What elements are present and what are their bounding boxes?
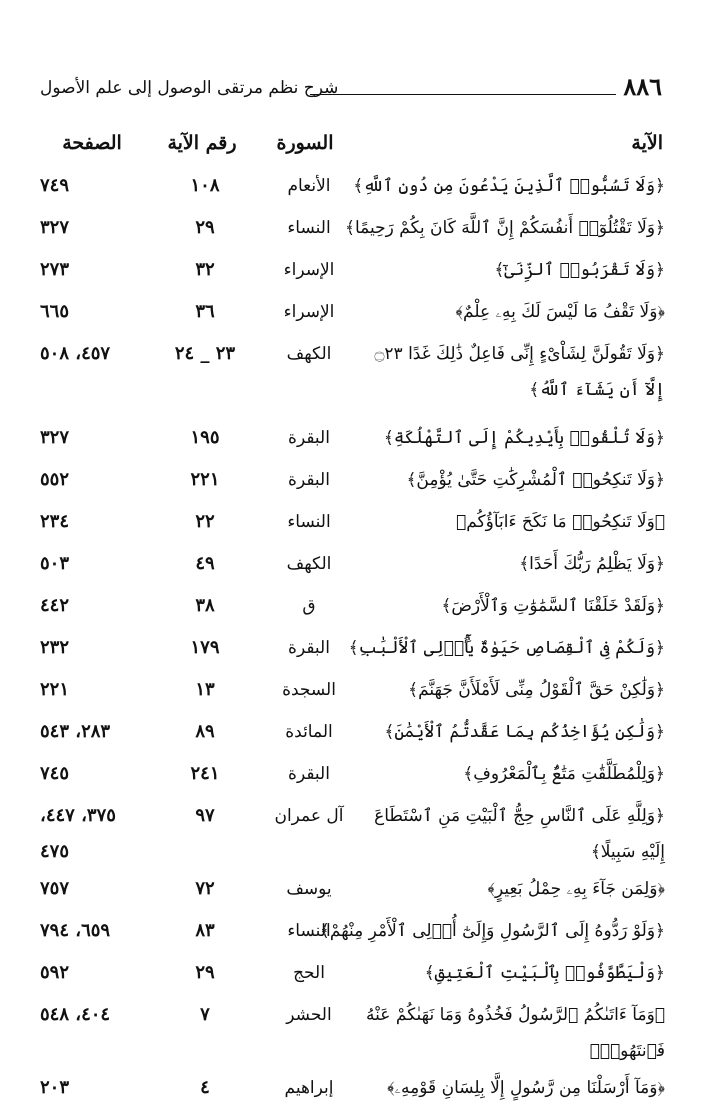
table-row <box>40 627 665 669</box>
table-row <box>40 249 665 291</box>
verse-text: ﴿وَلْيَطَّوَّفُوا۟ بِٱلْبَيْتِ ٱلْعَتِيقِ﴾ <box>424 963 665 983</box>
page-reference: ٣٢٧ <box>40 427 70 448</box>
verse-text: ﴿وَلَا تَنكِحُوا۟ ٱلْمُشْرِكَٰتِ حَتَّىٰ يُؤْمِنَّ﴾ <box>406 470 665 490</box>
verse-text: ﴿وَلَٰكِن يُؤَاخِذُكُم بِمَا عَقَّدتُّمُ ٱلْأَيْمَٰنَ﴾ <box>384 722 665 742</box>
table-row <box>40 459 665 501</box>
surah-column-header: السورة <box>276 132 334 154</box>
table-row <box>40 417 665 459</box>
surah-name: البقرة <box>288 638 330 658</box>
table-row <box>40 795 665 868</box>
table-row <box>40 543 665 585</box>
table-row <box>40 1067 665 1109</box>
verse-text: ﴿وَلَٰكِنْ حَقَّ ٱلْقَوْلُ مِنِّى لَأَمْلَأَنَّ جَهَنَّمَ﴾ <box>408 680 665 700</box>
page-reference: ٣٧٥، ٤٤٧، ٤٧٥ <box>40 805 116 862</box>
surah-name: آل عمران <box>274 806 344 826</box>
page-reference: ٤٥٧، ٥٠٨ <box>40 343 111 364</box>
surah-name: الإسراء <box>283 260 335 280</box>
header-rule <box>310 94 616 95</box>
page-reference: ٦٥٩، ٧٩٤ <box>40 920 111 941</box>
aya-number: ٣٨ <box>195 595 215 616</box>
aya-number: ٣٦ <box>195 301 215 322</box>
table-row <box>40 868 665 910</box>
surah-name: المائدة <box>285 722 333 742</box>
page-header <box>40 72 662 106</box>
verse-text: ﴿وَلَا يَظْلِمُ رَبُّكَ أَحَدًا﴾ <box>519 554 665 574</box>
verse-text: ﴿وَلَوْ رَدُّوهُ إِلَى ٱلرَّسُولِ وَإِلَىٰٓ أُو۟لِى ٱلْأَمْرِ مِنْهُمْ﴾ <box>319 921 665 941</box>
surah-name: الإسراء <box>283 302 335 322</box>
verse-text: ﴿وَلَا تَقْرَبُوا۟ ٱلزِّنَىٰٓ﴾ <box>494 260 665 280</box>
surah-name: الكهف <box>286 554 332 574</box>
aya-number: ٢٩ <box>195 962 215 983</box>
surah-name: يوسف <box>286 879 332 899</box>
table-row <box>40 165 665 207</box>
page-reference: ٧٤٩ <box>40 175 70 196</box>
verse-column-header: الآية <box>631 132 663 154</box>
aya-number: ٢٣ _ ٢٤ <box>174 343 236 364</box>
surah-name: النساء <box>287 921 331 941</box>
aya-number: ١٧٩ <box>190 637 220 658</box>
table-row <box>40 994 665 1067</box>
table-row <box>40 207 665 249</box>
page-reference: ٢٧٣ <box>40 259 70 280</box>
aya-number: ٨٩ <box>195 721 215 742</box>
verse-text: ﴿وَلِمَن جَآءَ بِهِۦ حِمْلُ بَعِيرٍ﴾ <box>487 879 665 899</box>
aya-number: ٧ <box>200 1004 210 1025</box>
aya-number: ٣٢ <box>195 259 215 280</box>
page-column-header: الصفحة <box>62 132 122 154</box>
running-title: شرح نظم مرتقى الوصول إلى علم الأصول <box>40 78 339 98</box>
table-row <box>40 711 665 753</box>
aya-number: ٨٣ <box>195 920 215 941</box>
aya-number: ١٣ <box>195 679 215 700</box>
table-row <box>40 753 665 795</box>
verse-text: ﴿وَلَا تَقْفُ مَا لَيْسَ لَكَ بِهِۦ عِلْمٌ﴾ <box>455 302 665 322</box>
page-reference: ٧٤٥ <box>40 763 70 784</box>
verse-text: ﴿وَلَا تَسُبُّوا۟ ٱلَّذِينَ يَدْعُونَ مِن دُونِ ٱللَّهِ﴾ <box>353 176 665 196</box>
aya-number: ٢٢١ <box>190 469 220 490</box>
verse-index-table <box>40 165 665 1109</box>
page-reference: ٢٨٣، ٥٤٣ <box>40 721 111 742</box>
page-reference: ٣٢٧ <box>40 217 70 238</box>
surah-name: الأنعام <box>287 176 331 196</box>
page-reference: ٢٣٢ <box>40 637 70 658</box>
aya-number: ٢٢ <box>195 511 215 532</box>
verse-text: ﴿وَلَا تَقُولَنَّ لِشَاْىْءٍ إِنِّى فَاعِلٌ ذَٰلِكَ غَدًا ۝٢٣ إِلَّآ أَن يَشَآءَ ٱللَّهُ﴾ <box>374 344 665 400</box>
page-reference: ٤٠٤، ٥٤٨ <box>40 1004 111 1025</box>
verse-text: ﴿وَلَكُمْ فِى ٱلْقِصَاصِ حَيَوٰةٌ يَٰٓأُو۟لِى ٱلْأَلْبَٰبِ﴾ <box>348 638 665 658</box>
aya-number: ١٩٥ <box>190 427 220 448</box>
page-number: ٨٨٦ <box>623 72 662 101</box>
verse-text: ﴿وَمَآ ءَاتَىٰكُمُ ٱلرَّسُولُ فَخُذُوهُ وَمَا نَهَىٰكُمْ عَنْهُ فَٱنتَهُوا۟﴾ <box>366 1005 665 1061</box>
column-headers <box>40 128 665 162</box>
surah-name: الحشر <box>286 1005 332 1025</box>
aya-number: ٤٩ <box>195 553 215 574</box>
page-reference: ٢٠٣ <box>40 1077 70 1098</box>
page-reference: ٦٦٥ <box>40 301 70 322</box>
surah-name: السجدة <box>282 680 336 700</box>
page-reference: ٢٣٤ <box>40 511 70 532</box>
page-reference: ٥٩٢ <box>40 962 70 983</box>
surah-name: البقرة <box>288 764 330 784</box>
aya-number: ٢٤١ <box>190 763 220 784</box>
surah-name: الحج <box>293 963 325 983</box>
verse-text: ﴿وَمَآ أَرْسَلْنَا مِن رَّسُولٍ إِلَّا بِلِسَانِ قَوْمِهِۦ﴾ <box>387 1078 665 1098</box>
aya-number: ٤ <box>200 1077 210 1098</box>
verse-text: ﴿وَلِلَّهِ عَلَى ٱلنَّاسِ حِجُّ ٱلْبَيْتِ مَنِ ٱسْتَطَاعَ إِلَيْهِ سَبِيلًا﴾ <box>374 806 665 862</box>
verse-text: ﴿وَلَقَدْ خَلَقْنَا ٱلسَّمَٰوَٰتِ وَٱلْأَرْضَ﴾ <box>441 596 665 616</box>
aya-number: ٢٩ <box>195 217 215 238</box>
table-row <box>40 291 665 333</box>
aya-number: ١٠٨ <box>190 175 220 196</box>
surah-name: الكهف <box>286 344 332 364</box>
page-reference: ٢٢١ <box>40 679 70 700</box>
table-row <box>40 910 665 952</box>
aya-number: ٩٧ <box>195 805 215 826</box>
surah-name: النساء <box>287 218 331 238</box>
page-reference: ٥٠٣ <box>40 553 70 574</box>
verse-text: ﴿وَلَا تُلْقُوا۟ بِأَيْدِيكُمْ إِلَى ٱلتَّهْلُكَةِ﴾ <box>383 428 665 448</box>
verse-text: ﴿وَلَا تَنكِحُوا۟ مَا نَكَحَ ءَابَآؤُكُم﴾ <box>456 512 665 532</box>
aya-number: ٧٢ <box>195 878 215 899</box>
table-row <box>40 501 665 543</box>
surah-name: إبراهيم <box>284 1078 334 1098</box>
surah-name: ق <box>302 596 316 616</box>
page-reference: ٥٥٢ <box>40 469 70 490</box>
page-reference: ٤٤٢ <box>40 595 70 616</box>
surah-name: النساء <box>287 512 331 532</box>
table-row <box>40 333 665 417</box>
table-row <box>40 669 665 711</box>
surah-name: البقرة <box>288 428 330 448</box>
page-reference: ٧٥٧ <box>40 878 70 899</box>
surah-name: البقرة <box>288 470 330 490</box>
verse-text: ﴿وَلَا تَقْتُلُوٓا۟ أَنفُسَكُمْ إِنَّ ٱللَّهَ كَانَ بِكُمْ رَحِيمًا﴾ <box>345 218 665 238</box>
table-row <box>40 952 665 994</box>
verse-text: ﴿وَلِلْمُطَلَّقَٰتِ مَتَٰعٌۢ بِٱلْمَعْرُوفِ﴾ <box>463 764 665 784</box>
table-row <box>40 585 665 627</box>
aya-number-column-header: رقم الآية <box>167 132 237 154</box>
